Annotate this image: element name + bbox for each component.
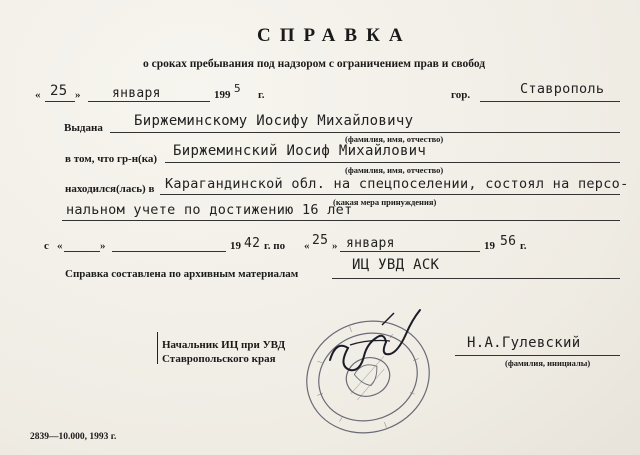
to-quote-close: »: [332, 240, 338, 252]
from-quote-close: »: [100, 240, 106, 252]
city-value: Ставрополь: [520, 81, 605, 97]
place-line2-rule: [62, 220, 620, 221]
to-day: 25: [312, 233, 329, 248]
date-month: января: [112, 86, 161, 101]
chief-title-line2: Ставропольского края: [162, 353, 276, 365]
citizen-hint: (фамилия, имя, отчество): [345, 165, 444, 175]
from-month-line: [112, 251, 226, 252]
date-year-suffix: г.: [258, 89, 265, 101]
archive-label: Справка составлена по архивным материалам: [65, 268, 299, 280]
issued-line: [110, 132, 620, 133]
print-code: 2839—10.000, 1993 г.: [30, 432, 117, 442]
date-year-prefix: 199: [214, 89, 231, 101]
issued-label: Выдана: [64, 122, 103, 134]
signer-line: [455, 355, 620, 356]
measure-hint: (какая мера принуждения): [333, 197, 437, 207]
city-line: [480, 101, 620, 102]
to-month: января: [346, 236, 395, 251]
from-year-digits: 42: [244, 236, 261, 251]
to-year-digits: 56: [500, 234, 517, 249]
city-label: гор.: [451, 89, 471, 101]
to-year-prefix: 19: [484, 240, 495, 252]
date-quote-close: »: [75, 89, 81, 101]
citizen-label: в том, что гр-н(ка): [65, 153, 158, 165]
date-day: 25: [50, 83, 68, 99]
from-quote-open: «: [57, 240, 63, 252]
place-line2-value: нальном учете по достижению 16 лет: [66, 202, 353, 218]
place-line1-value: Карагандинской обл. на спецпоселении, состоял на персо-: [165, 176, 629, 192]
issued-hint: (фамилия, имя, отчество): [345, 134, 444, 144]
archive-line: [332, 278, 620, 279]
to-quote-open: «: [304, 240, 310, 252]
signer-hint: (фамилия, инициалы): [505, 358, 591, 368]
citizen-line: [165, 162, 620, 163]
document-subtitle: о сроках пребывания под надзором с ограничением прав и свобод: [143, 58, 486, 70]
chief-bracket: [157, 332, 158, 364]
issued-to-value: Биржеминскому Иосифу Михайловичу: [134, 113, 414, 129]
date-quote-open: «: [35, 89, 41, 101]
document-title: СПРАВКА: [257, 25, 412, 46]
chief-title-line1: Начальник ИЦ при УВД: [162, 339, 286, 351]
from-year-prefix: 19: [230, 240, 241, 252]
signer-name-value: Н.А.Гулевский: [467, 335, 581, 351]
to-year-suffix: г.: [520, 240, 527, 252]
place-line1-rule: [160, 194, 620, 195]
signature: [320, 305, 430, 400]
to-label: г. по: [264, 240, 286, 252]
from-label: с: [44, 240, 49, 252]
archive-source-value: ИЦ УВД АСК: [352, 257, 440, 273]
to-month-line: [340, 251, 480, 252]
citizen-name-value: Биржеминский Иосиф Михайлович: [173, 143, 427, 159]
date-month-line: [88, 101, 210, 102]
from-day-line: [64, 251, 100, 252]
was-label: находился(лась) в: [65, 183, 155, 195]
date-year-digit: 5: [234, 82, 241, 95]
date-day-line: [45, 101, 75, 102]
